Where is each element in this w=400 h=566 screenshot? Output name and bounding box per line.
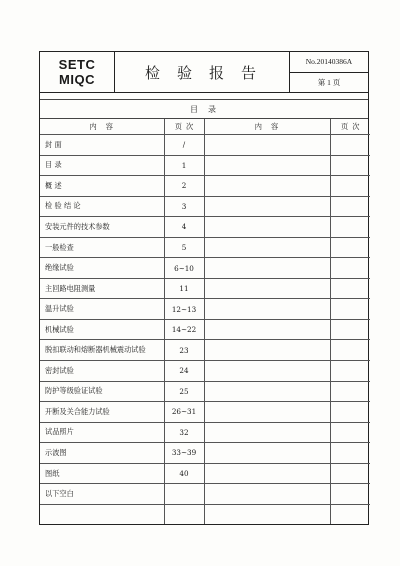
toc-entry-page-right [330, 258, 370, 279]
toc-entry-page: 6~10 [164, 258, 204, 279]
toc-entry-page: 3 [164, 196, 204, 217]
col-header-content-right: 内容 [204, 119, 330, 135]
toc-entry-title-right [204, 340, 330, 361]
toc-entry-title: 图纸 [40, 463, 164, 484]
toc-entry-title-right [204, 381, 330, 402]
toc-entry-title-right [204, 484, 330, 505]
toc-entry-page: 24 [164, 361, 204, 382]
toc-entry-title-right [204, 135, 330, 156]
toc-row [40, 504, 370, 524]
toc-entry-page-right [330, 504, 370, 524]
toc-entry-page-right [330, 176, 370, 197]
toc-entry-page-right [330, 422, 370, 443]
toc-entry-title: 以下空白 [40, 484, 164, 505]
toc-row [40, 176, 370, 197]
toc-row [40, 340, 370, 361]
toc-entry-title-right [204, 196, 330, 217]
toc-entry-title: 脱扣联动和熔断器机械震动试验 [40, 340, 164, 361]
toc-entry-page [164, 484, 204, 505]
toc-entry-title-right [204, 422, 330, 443]
toc-entry-title: 绝缘试验 [40, 258, 164, 279]
toc-body [40, 135, 370, 525]
toc-entry-title [40, 504, 164, 524]
toc-entry-title: 目 录 [40, 155, 164, 176]
toc-row [40, 135, 370, 156]
toc-entry-title-right [204, 319, 330, 340]
col-header-page: 页次 [164, 119, 204, 135]
toc-entry-title-right [204, 278, 330, 299]
col-header-content: 内容 [40, 119, 164, 135]
toc-entry-page-right [330, 340, 370, 361]
toc-entry-title-right [204, 258, 330, 279]
toc-entry-title-right [204, 402, 330, 423]
toc-row [40, 381, 370, 402]
toc-row [40, 361, 370, 382]
toc-entry-page-right [330, 463, 370, 484]
toc-entry-title: 安装元件的技术参数 [40, 217, 164, 238]
toc-entry-title: 一般检查 [40, 237, 164, 258]
toc-entry-title-right [204, 463, 330, 484]
org-line-2: MIQC [59, 72, 95, 87]
toc-entry-title: 温升试验 [40, 299, 164, 320]
toc-entry-title-right [204, 443, 330, 464]
report-header [40, 52, 368, 93]
toc-entry-page: 12~13 [164, 299, 204, 320]
toc-entry-title: 机械试验 [40, 319, 164, 340]
toc-entry-page-right [330, 278, 370, 299]
org-logo-text [40, 52, 115, 92]
col-header-page-right: 页次 [330, 119, 370, 135]
toc-entry-page-right [330, 381, 370, 402]
toc-row [40, 217, 370, 238]
toc-entry-title-right [204, 361, 330, 382]
toc-entry-page-right [330, 361, 370, 382]
toc-table [40, 119, 370, 524]
toc-entry-title: 试品照片 [40, 422, 164, 443]
toc-row [40, 155, 370, 176]
toc-row [40, 402, 370, 423]
toc-entry-page: 26~31 [164, 402, 204, 423]
toc-entry-page-right [330, 299, 370, 320]
toc-entry-title: 主回路电阻测量 [40, 278, 164, 299]
toc-row [40, 196, 370, 217]
toc-entry-title: 示波图 [40, 443, 164, 464]
toc-entry-title-right [204, 155, 330, 176]
toc-entry-page: 5 [164, 237, 204, 258]
toc-row [40, 319, 370, 340]
toc-entry-page-right [330, 443, 370, 464]
toc-entry-page-right [330, 217, 370, 238]
toc-entry-title: 概 述 [40, 176, 164, 197]
toc-entry-page: / [164, 135, 204, 156]
toc-entry-title: 密封试验 [40, 361, 164, 382]
toc-row [40, 484, 370, 505]
toc-entry-page: 2 [164, 176, 204, 197]
toc-entry-title-right [204, 504, 330, 524]
page-number: 第 1 页 [317, 77, 341, 87]
org-line-1: SETC [58, 57, 96, 72]
toc-entry-title: 封 面 [40, 135, 164, 156]
toc-row [40, 237, 370, 258]
toc-entry-title-right [204, 299, 330, 320]
toc-row [40, 463, 370, 484]
toc-entry-page: 11 [164, 278, 204, 299]
toc-row [40, 278, 370, 299]
toc-entry-page-right [330, 155, 370, 176]
toc-entry-title: 检 验 结 论 [40, 196, 164, 217]
toc-entry-page-right [330, 196, 370, 217]
toc-entry-title-right [204, 176, 330, 197]
toc-entry-page-right [330, 135, 370, 156]
toc-entry-page-right [330, 484, 370, 505]
toc-entry-page: 40 [164, 463, 204, 484]
toc-entry-page [164, 504, 204, 524]
toc-entry-page-right [330, 237, 370, 258]
toc-entry-page: 25 [164, 381, 204, 402]
toc-heading: 目录 [40, 100, 368, 119]
toc-entry-page: 32 [164, 422, 204, 443]
report-title: 检验报告 [144, 63, 273, 82]
toc-entry-title: 开断及关合能力试验 [40, 402, 164, 423]
toc-row [40, 299, 370, 320]
toc-entry-page: 14~22 [164, 319, 204, 340]
toc-entry-page: 23 [164, 340, 204, 361]
toc-row [40, 422, 370, 443]
toc-entry-page: 1 [164, 155, 204, 176]
report-number: No.20140386A [290, 52, 368, 73]
toc-entry-title: 防护等级验证试验 [40, 381, 164, 402]
toc-entry-title-right [204, 217, 330, 238]
toc-row [40, 258, 370, 279]
report-sheet [39, 51, 369, 525]
toc-row [40, 443, 370, 464]
toc-entry-title-right [204, 237, 330, 258]
header-spacer [40, 93, 368, 100]
toc-entry-page: 4 [164, 217, 204, 238]
report-meta [289, 52, 368, 92]
toc-entry-page-right [330, 402, 370, 423]
toc-entry-page-right [330, 319, 370, 340]
toc-header-row [40, 119, 370, 135]
toc-entry-page: 33~39 [164, 443, 204, 464]
